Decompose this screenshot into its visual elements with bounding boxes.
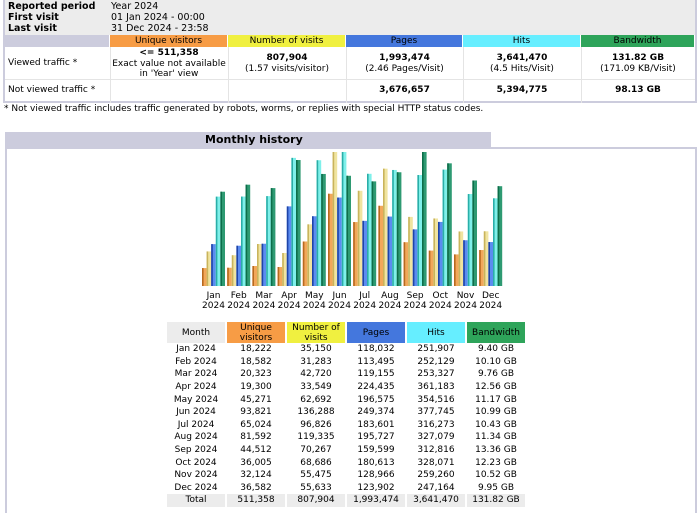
bar-bandwidth-shade xyxy=(372,181,374,286)
visits-cell: 62,692 xyxy=(300,394,332,405)
bandwidth-cell: 12.23 GB xyxy=(475,457,517,468)
table-row xyxy=(167,482,525,495)
header-bandwidth: Bandwidth xyxy=(581,35,695,47)
visitors-cell: 18,222 xyxy=(240,344,272,355)
pages-cell: 249,374 xyxy=(357,407,395,418)
bar-pages-shade xyxy=(337,198,339,286)
table-row xyxy=(167,469,525,482)
hits-cell: 253,327 xyxy=(417,369,455,380)
not-viewed-bandwidth: 98.13 GB xyxy=(615,85,661,95)
visitors-cell: 32,124 xyxy=(240,470,272,481)
visitors-cell: 20,323 xyxy=(240,369,272,380)
bar-hits-shade xyxy=(291,158,293,286)
reported-period-label: Reported period xyxy=(8,1,96,12)
monthly-history-title: Monthly history xyxy=(5,132,491,147)
month-cell: Jul 2024 xyxy=(177,419,215,430)
reported-period-value: Year 2024 xyxy=(111,1,159,12)
not-viewed-traffic-label: Not viewed traffic * xyxy=(8,85,96,95)
bar-visits-shade xyxy=(459,231,461,286)
monthly-table xyxy=(165,322,527,507)
viewed-pages-sub: (2.46 Pages/Visit) xyxy=(365,63,444,74)
visits-cell: 31,283 xyxy=(300,356,332,367)
bar-bandwidth-shade xyxy=(397,172,399,286)
bar-pages-shade xyxy=(388,217,390,286)
pages-cell: 196,575 xyxy=(357,394,395,405)
viewed-visitors-note: Exact value not available in 'Year' view xyxy=(112,58,226,79)
viewed-hits: 3,641,470 xyxy=(496,53,548,63)
table-row xyxy=(167,356,525,369)
bar-bandwidth-shade xyxy=(447,163,449,286)
col-bandwidth: Bandwidth xyxy=(467,322,525,343)
pages-cell: 123,902 xyxy=(357,482,395,493)
hits-cell: 252,129 xyxy=(417,356,455,367)
month-cell: Sep 2024 xyxy=(174,445,218,456)
last-visit-label: Last visit xyxy=(8,23,57,34)
visitors-cell: 93,821 xyxy=(240,407,272,418)
bandwidth-cell: 10.52 GB xyxy=(475,470,517,481)
visitors-cell: 36,005 xyxy=(240,457,272,468)
table-row xyxy=(167,343,525,356)
bandwidth-cell: 10.99 GB xyxy=(475,407,517,418)
hits-cell: 354,516 xyxy=(417,394,455,405)
bar-visits-shade xyxy=(333,152,335,286)
bar-visitors-shade xyxy=(252,266,254,286)
first-visit-value: 01 Jan 2024 - 00:00 xyxy=(111,12,205,23)
total-row xyxy=(167,494,525,507)
x-tick-label: 2024 xyxy=(378,301,402,311)
x-tick-label: May xyxy=(304,291,324,301)
hits-cell: 316,273 xyxy=(417,419,455,430)
bar-bandwidth-shade xyxy=(271,188,273,286)
bar-bandwidth-shade xyxy=(472,180,474,286)
visits-cell: 55,475 xyxy=(300,470,332,481)
bandwidth-cell: 9.95 GB xyxy=(477,482,515,493)
bar-bandwidth-shade xyxy=(296,160,298,286)
not-viewed-hits: 5,394,775 xyxy=(496,85,548,95)
header-pages: Pages xyxy=(346,35,463,47)
col-pages: Pages xyxy=(347,322,405,343)
x-tick-label: Aug xyxy=(381,291,399,301)
bar-hits-shade xyxy=(367,174,369,286)
visitors-cell: 44,512 xyxy=(240,445,272,456)
bar-hits-shade xyxy=(392,170,394,286)
bar-visitors-shade xyxy=(227,268,229,286)
bandwidth-cell: 131.82 GB xyxy=(467,494,525,507)
x-tick-label: Nov xyxy=(456,291,475,301)
viewed-traffic-label: Viewed traffic * xyxy=(8,58,78,68)
viewed-bandwidth: 131.82 GB xyxy=(611,53,665,63)
bar-hits-shade xyxy=(241,197,243,286)
bar-visitors-shade xyxy=(303,241,305,286)
hits-cell: 361,183 xyxy=(417,382,455,393)
col-unique-visitors: Unique visitors xyxy=(227,322,285,343)
bandwidth-cell: 11.17 GB xyxy=(475,394,517,405)
month-cell: Feb 2024 xyxy=(175,356,217,367)
x-tick-label: Jul xyxy=(359,291,371,301)
viewed-bandwidth-sub: (171.09 KB/Visit) xyxy=(600,63,676,74)
viewed-visits: 807,904 xyxy=(266,53,308,63)
pages-cell: 128,966 xyxy=(357,470,395,481)
bandwidth-cell: 11.34 GB xyxy=(475,432,517,443)
visitors-cell: 18,582 xyxy=(240,356,272,367)
x-tick-label: Mar xyxy=(255,291,273,301)
table-row xyxy=(167,381,525,394)
visits-cell: 42,720 xyxy=(300,369,332,380)
bar-visitors-shade xyxy=(454,254,456,286)
bandwidth-cell: 10.43 GB xyxy=(475,419,517,430)
x-tick-label: Jan xyxy=(206,291,221,301)
x-tick-label: Oct xyxy=(432,291,449,301)
month-cell: Nov 2024 xyxy=(174,470,218,481)
month-cell: Total xyxy=(167,494,225,507)
bar-visitors-shade xyxy=(202,268,204,286)
bar-hits-shade xyxy=(266,196,268,286)
visitors-cell: 19,300 xyxy=(240,382,272,393)
bar-pages-shade xyxy=(438,222,440,286)
bar-bandwidth-shade xyxy=(422,152,424,286)
bar-visits-shade xyxy=(307,224,309,286)
hits-cell: 251,907 xyxy=(417,344,455,355)
x-tick-label: 2024 xyxy=(202,301,225,311)
bar-hits-shade xyxy=(493,198,495,286)
x-tick-label: 2024 xyxy=(479,301,503,311)
bar-pages-shade xyxy=(362,221,364,286)
bar-visits-shade xyxy=(484,231,486,286)
bar-bandwidth-shade xyxy=(346,176,348,286)
bar-visitors-shade xyxy=(479,250,481,286)
bar-hits-shade xyxy=(443,170,445,286)
visitors-cell: 65,024 xyxy=(240,419,272,430)
visits-cell: 33,549 xyxy=(300,382,332,393)
month-cell: May 2024 xyxy=(173,394,219,405)
month-cell: Apr 2024 xyxy=(175,382,217,393)
month-cell: Jun 2024 xyxy=(176,407,216,418)
pages-cell: 119,155 xyxy=(357,369,395,380)
bar-visitors-shade xyxy=(404,242,406,286)
bar-visits-shade xyxy=(282,253,284,286)
first-visit-label: First visit xyxy=(8,12,59,23)
viewed-hits-sub: (4.5 Hits/Visit) xyxy=(490,63,554,74)
hits-cell: 328,071 xyxy=(417,457,455,468)
bar-visitors-shade xyxy=(353,222,355,286)
visits-cell: 55,633 xyxy=(300,482,332,493)
bar-visits-shade xyxy=(383,169,385,286)
viewed-visitors: <= 511,358 xyxy=(139,48,199,58)
x-tick-label: 2024 xyxy=(302,301,326,311)
footnote: * Not viewed traffic includes traffic generated by robots, worms, or replies with special HTTP status codes. xyxy=(4,104,484,114)
bandwidth-cell: 12.56 GB xyxy=(475,382,517,393)
table-row xyxy=(167,444,525,457)
pages-cell: 224,435 xyxy=(357,382,395,393)
bar-bandwidth-shade xyxy=(246,185,248,286)
header-unique-visitors: Unique visitors xyxy=(110,35,228,47)
bar-pages-shade xyxy=(488,242,490,286)
bar-visitors-shade xyxy=(328,194,330,286)
hits-cell: 377,745 xyxy=(417,407,455,418)
last-visit-value: 31 Dec 2024 - 23:58 xyxy=(111,23,209,34)
table-row xyxy=(167,393,525,406)
col-visits: Number of visits xyxy=(287,322,345,343)
bandwidth-cell: 9.40 GB xyxy=(477,344,515,355)
bar-pages-shade xyxy=(287,206,289,286)
bar-pages-shade xyxy=(211,244,213,286)
visits-cell: 807,904 xyxy=(287,494,345,507)
x-tick-label: 2024 xyxy=(353,301,377,311)
col-month: Month xyxy=(167,322,225,343)
month-cell: Dec 2024 xyxy=(174,482,218,493)
visitors-cell: 81,592 xyxy=(240,432,272,443)
bar-pages-shade xyxy=(312,216,314,286)
bar-visits-shade xyxy=(232,255,234,286)
bar-visitors-shade xyxy=(378,206,380,286)
x-tick-label: 2024 xyxy=(403,301,427,311)
hits-cell: 327,079 xyxy=(417,432,455,443)
visits-cell: 136,288 xyxy=(297,407,335,418)
bandwidth-cell: 9.76 GB xyxy=(477,369,515,380)
pages-cell: 180,613 xyxy=(357,457,395,468)
visitors-cell: 45,271 xyxy=(240,394,272,405)
bar-pages-shade xyxy=(236,246,238,286)
month-cell: Oct 2024 xyxy=(175,457,217,468)
table-row xyxy=(167,456,525,469)
bar-visits-shade xyxy=(257,244,259,286)
pages-cell: 183,601 xyxy=(357,419,395,430)
bar-pages-shade xyxy=(413,229,415,286)
visits-cell: 70,267 xyxy=(300,445,332,456)
bar-hits-shade xyxy=(342,152,344,286)
bar-visitors-shade xyxy=(278,267,280,286)
x-tick-label: Apr xyxy=(281,291,297,301)
bandwidth-cell: 13.36 GB xyxy=(475,445,517,456)
visits-cell: 35,150 xyxy=(300,344,332,355)
header-visits: Number of visits xyxy=(228,35,346,47)
x-tick-label: 2024 xyxy=(454,301,477,311)
hits-cell: 312,816 xyxy=(417,445,455,456)
x-tick-label: 2024 xyxy=(328,301,351,311)
bar-bandwidth-shade xyxy=(220,192,222,286)
month-cell: Aug 2024 xyxy=(174,432,218,443)
viewed-visits-sub: (1.57 visits/visitor) xyxy=(245,63,329,74)
pages-cell: 1,993,474 xyxy=(347,494,405,507)
bar-bandwidth-shade xyxy=(498,186,500,286)
pages-cell: 118,032 xyxy=(357,344,395,355)
bar-bandwidth-shade xyxy=(321,174,323,286)
month-cell: Mar 2024 xyxy=(174,369,218,380)
col-hits: Hits xyxy=(407,322,465,343)
pages-cell: 159,599 xyxy=(357,445,395,456)
x-tick-label: Feb xyxy=(230,291,247,301)
visitors-cell: 36,582 xyxy=(240,482,272,493)
table-row xyxy=(167,431,525,444)
visits-cell: 68,686 xyxy=(300,457,332,468)
bar-visitors-shade xyxy=(429,251,431,286)
not-viewed-pages: 3,676,657 xyxy=(379,85,430,95)
pages-cell: 195,727 xyxy=(357,432,395,443)
pages-cell: 113,495 xyxy=(357,356,395,367)
x-tick-label: Sep xyxy=(406,291,424,301)
table-row xyxy=(167,406,525,419)
x-tick-label: Dec xyxy=(481,291,500,301)
x-tick-label: 2024 xyxy=(227,301,251,311)
table-row xyxy=(167,419,525,432)
bar-pages-shade xyxy=(463,240,465,286)
bar-hits-shade xyxy=(468,194,470,286)
viewed-pages: 1,993,474 xyxy=(379,53,430,63)
hits-cell: 3,641,470 xyxy=(407,494,465,507)
bar-hits-shade xyxy=(417,175,419,286)
x-tick-label: Jun xyxy=(332,291,347,301)
visits-cell: 119,335 xyxy=(297,432,335,443)
bandwidth-cell: 10.10 GB xyxy=(475,356,517,367)
hits-cell: 247,164 xyxy=(417,482,455,493)
bar-visits-shade xyxy=(408,217,410,286)
visitors-cell: 511,358 xyxy=(227,494,285,507)
hits-cell: 259,260 xyxy=(417,470,455,481)
bar-pages-shade xyxy=(262,244,264,286)
table-row xyxy=(167,368,525,381)
bar-hits-shade xyxy=(216,197,218,286)
x-tick-label: 2024 xyxy=(252,301,276,311)
x-tick-label: 2024 xyxy=(277,301,301,311)
bar-visits-shade xyxy=(358,191,360,286)
bar-visits-shade xyxy=(207,251,209,286)
month-cell: Jan 2024 xyxy=(176,344,216,355)
bar-hits-shade xyxy=(317,160,319,286)
visits-cell: 96,826 xyxy=(300,419,332,430)
bar-visits-shade xyxy=(433,218,435,286)
x-tick-label: 2024 xyxy=(428,301,452,311)
header-hits: Hits xyxy=(463,35,581,47)
